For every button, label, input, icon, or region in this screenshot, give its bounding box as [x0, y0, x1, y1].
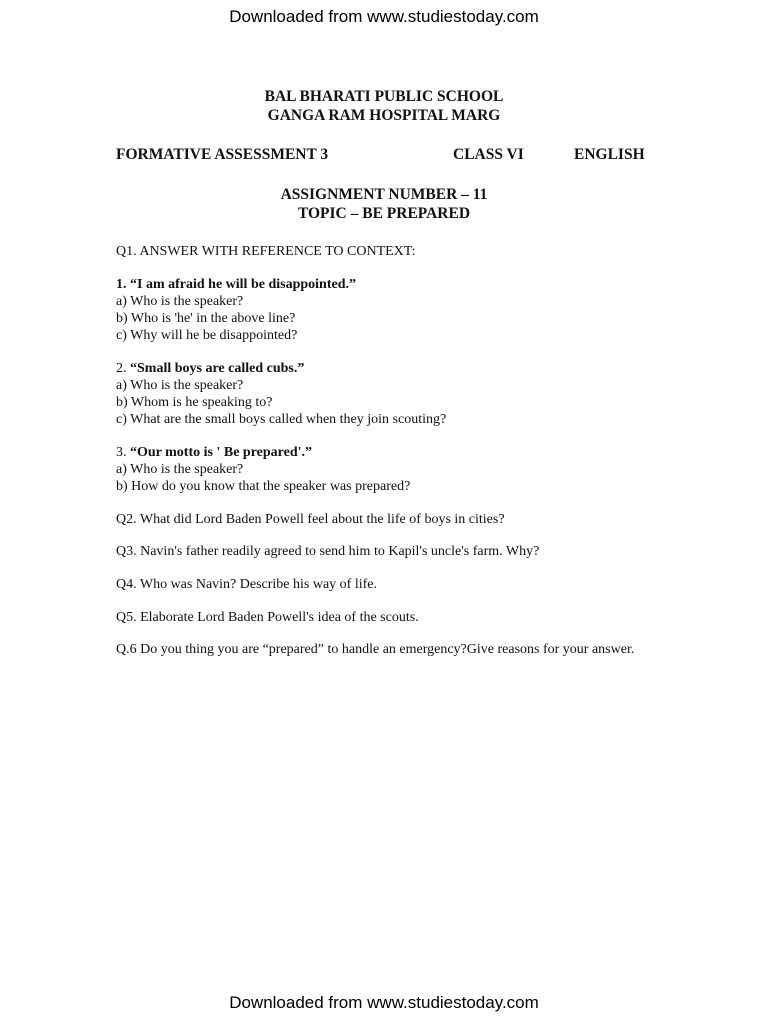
question-4: Q4. Who was Navin? Describe his way of life. — [116, 577, 378, 592]
sub-question: b) Whom is he speaking to? — [116, 395, 273, 410]
question-5: Q5. Elaborate Lord Baden Powell's idea of the scouts. — [116, 610, 419, 625]
item-number: 2. — [116, 361, 130, 376]
item-quote: “Small boys are called cubs.” — [130, 361, 305, 376]
school-address: GANGA RAM HOSPITAL MARG — [267, 107, 501, 124]
sub-question: a) Who is the speaker? — [116, 294, 244, 309]
class-label: CLASS VI — [453, 146, 524, 163]
subject-label: ENGLISH — [574, 146, 645, 163]
school-name: BAL BHARATI PUBLIC SCHOOL — [264, 88, 504, 105]
sub-question: c) What are the small boys called when they join scouting? — [116, 412, 447, 427]
item-number: 3. — [116, 445, 130, 460]
item-number: 1. — [116, 277, 130, 292]
question-6: Q.6 Do you thing you are “prepared” to handle an emergency?Give reasons for your answer. — [116, 642, 635, 657]
question-2: Q2. What did Lord Baden Powell feel about the life of boys in cities? — [116, 512, 505, 527]
assessment-name: FORMATIVE ASSESSMENT 3 — [116, 146, 329, 163]
q1-heading: Q1. ANSWER WITH REFERENCE TO CONTEXT: — [116, 244, 416, 259]
sub-question: a) Who is the speaker? — [116, 378, 244, 393]
question-3: Q3. Navin's father readily agreed to send him to Kapil's uncle's farm. Why? — [116, 544, 540, 559]
header-watermark: Downloaded from www.studiestoday.com — [229, 7, 539, 26]
assignment-topic: TOPIC – BE PREPARED — [297, 205, 471, 222]
sub-question: b) Who is 'he' in the above line? — [116, 311, 296, 326]
sub-question: c) Why will he be disappointed? — [116, 328, 298, 343]
assignment-number: ASSIGNMENT NUMBER – 11 — [280, 186, 488, 203]
item-quote: “Our motto is ' Be prepared'.” — [130, 445, 312, 460]
sub-question: b) How do you know that the speaker was prepared? — [116, 479, 411, 494]
item-quote: “I am afraid he will be disappointed.” — [130, 277, 356, 292]
sub-question: a) Who is the speaker? — [116, 462, 244, 477]
footer-watermark: Downloaded from www.studiestoday.com — [229, 993, 539, 1012]
